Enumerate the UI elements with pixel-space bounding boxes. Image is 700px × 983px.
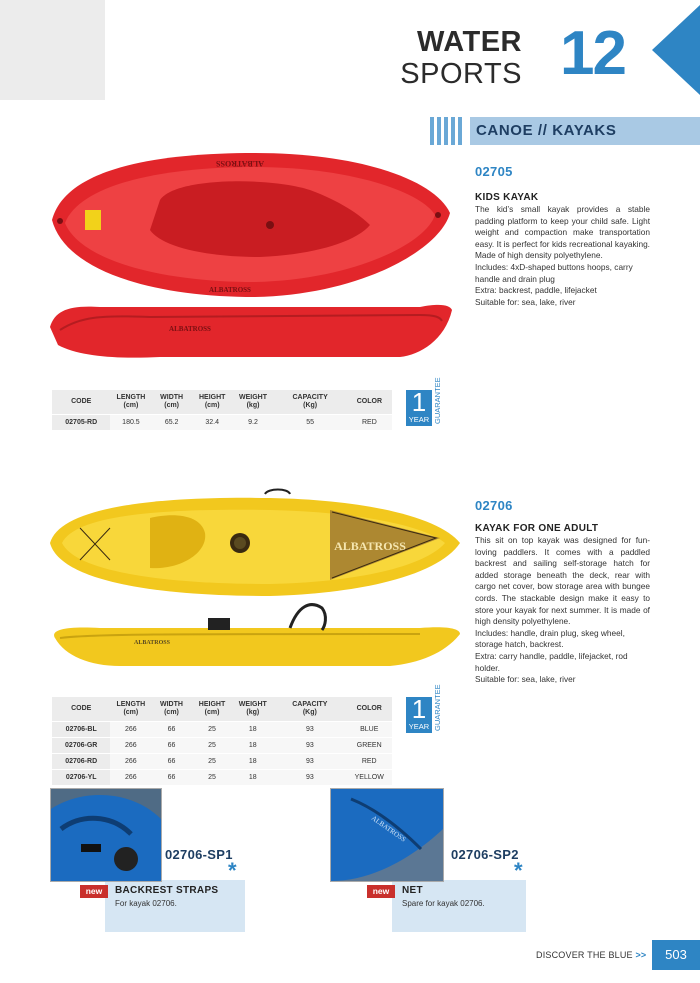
brand-label-net: ALBATROSS: [369, 814, 408, 844]
new-badge: new: [80, 885, 108, 898]
product-description: [475, 535, 650, 686]
description-suitable: Suitable for: sea, lake, river: [475, 296, 576, 307]
col-length: LENGTH (cm): [110, 390, 151, 415]
backrest-straps-image: [50, 788, 162, 882]
product-code-02706: 02706: [475, 498, 513, 513]
table-row: 02706-YL 266 66 25 18 93 YELLOW: [52, 770, 392, 786]
page-title-line1: WATER: [416, 26, 522, 58]
description-includes: Includes: handle, drain plug, skeg wheel, storage hatch, backrest.: [475, 627, 625, 650]
spec-table-02706: [52, 697, 392, 785]
col-color: COLOR: [346, 697, 392, 722]
col-height: HEIGHT (cm): [192, 697, 233, 722]
spare-desc: Spare for kayak 02706.: [402, 899, 485, 908]
spare-code-sp2: 02706-SP2: [451, 847, 519, 862]
col-weight: WEIGHT (kg): [233, 390, 274, 415]
guarantee-badge: [406, 684, 442, 733]
col-code: CODE: [52, 697, 110, 722]
description-paragraph: The kid’s small kayak provides a stable padding platform to keep your child safe. Light weight and compaction make transportation easy. It is perfect for kids recreational kayaking. Made of high density polyethylene.: [475, 204, 650, 261]
chapter-number: 12: [560, 19, 625, 88]
guarantee-year: YEAR: [408, 722, 430, 731]
brand-label-hatch: ALBATROSS: [334, 539, 406, 553]
table-header-row: [52, 390, 392, 415]
product-name: KAYAK FOR ONE ADULT: [475, 523, 599, 534]
table-row: 02706-GR 266 66 25 18 93 GREEN: [52, 738, 392, 754]
brand-label-top: ALBATROSS: [216, 159, 264, 168]
col-length: LENGTH (cm): [110, 697, 151, 722]
product-name: KIDS KAYAK: [475, 192, 539, 203]
col-color: COLOR: [347, 390, 392, 415]
kids-kayak-image: [40, 145, 460, 370]
product-code-02705: 02705: [475, 164, 513, 179]
col-weight: WEIGHT (kg): [232, 697, 273, 722]
adult-kayak-image: [40, 488, 465, 678]
description-extra: Extra: carry handle, paddle, lifejacket, rod holder.: [475, 650, 628, 673]
net-image: [330, 788, 444, 882]
table-row: 02706-RD 266 66 25 18 93 RED: [52, 754, 392, 770]
double-arrow-icon: >>: [635, 950, 647, 960]
col-height: HEIGHT (cm): [192, 390, 233, 415]
table-row: 02705-RD 180.5 65.2 32.4 9.2 55 RED: [52, 415, 392, 431]
col-capacity: CAPACITY (Kg): [273, 390, 346, 415]
description-includes: Includes: 4xD-shaped buttons hoops, carry handle and drain plug: [475, 261, 633, 284]
guarantee-year: YEAR: [408, 415, 430, 424]
brand-label-bottom: ALBATROSS: [209, 286, 251, 294]
spare-name: NET: [402, 885, 423, 896]
guarantee-number: 1: [411, 694, 427, 724]
guarantee-badge: [406, 377, 442, 426]
description-paragraph: This sit on top kayak was designed for fun-loving paddlers. It comes with a paddled backrest and sailing self-storage hatch for added storage beneath the deck, rear with cargo net cover, bow storage area with bungee cords. The stackable design make it easy to store your kayak for next summer. It is made of high density polyethylene.: [475, 535, 650, 627]
page-title-line2: SPORTS: [400, 58, 522, 90]
spare-name: BACKREST STRAPS: [115, 885, 219, 896]
description-extra: Extra: backrest, paddle, lifejacket: [475, 285, 597, 296]
guarantee-label: GUARANTEE: [433, 377, 442, 424]
description-suitable: Suitable for: sea, lake, river: [475, 674, 576, 685]
col-capacity: CAPACITY (Kg): [273, 697, 346, 722]
table-header-row: [52, 697, 392, 722]
product-description: [475, 204, 650, 308]
footer-tagline: [536, 950, 646, 960]
footer-text: DISCOVER THE BLUE: [536, 950, 633, 960]
star-icon: *: [514, 858, 523, 883]
brand-label-side: ALBATROSS: [169, 325, 211, 333]
section-title: CANOE // KAYAKS: [476, 122, 617, 139]
star-icon: *: [228, 858, 237, 883]
col-code: CODE: [52, 390, 110, 415]
new-badge: new: [367, 885, 395, 898]
spare-code-sp1: 02706-SP1: [165, 847, 233, 862]
chevron-left-icon: [652, 5, 700, 95]
section-header: [470, 117, 700, 145]
col-width: WIDTH (cm): [151, 697, 191, 722]
page-number: 503: [652, 940, 700, 970]
brand-label-side: ALBATROSS: [134, 640, 170, 646]
corner-panel: [0, 0, 105, 100]
guarantee-label: GUARANTEE: [433, 684, 442, 731]
spec-table-02705: [52, 390, 392, 430]
table-row: 02706-BL 266 66 25 18 93 BLUE: [52, 722, 392, 738]
guarantee-number: 1: [411, 387, 427, 417]
col-width: WIDTH (cm): [151, 390, 191, 415]
spare-desc: For kayak 02706.: [115, 899, 177, 908]
